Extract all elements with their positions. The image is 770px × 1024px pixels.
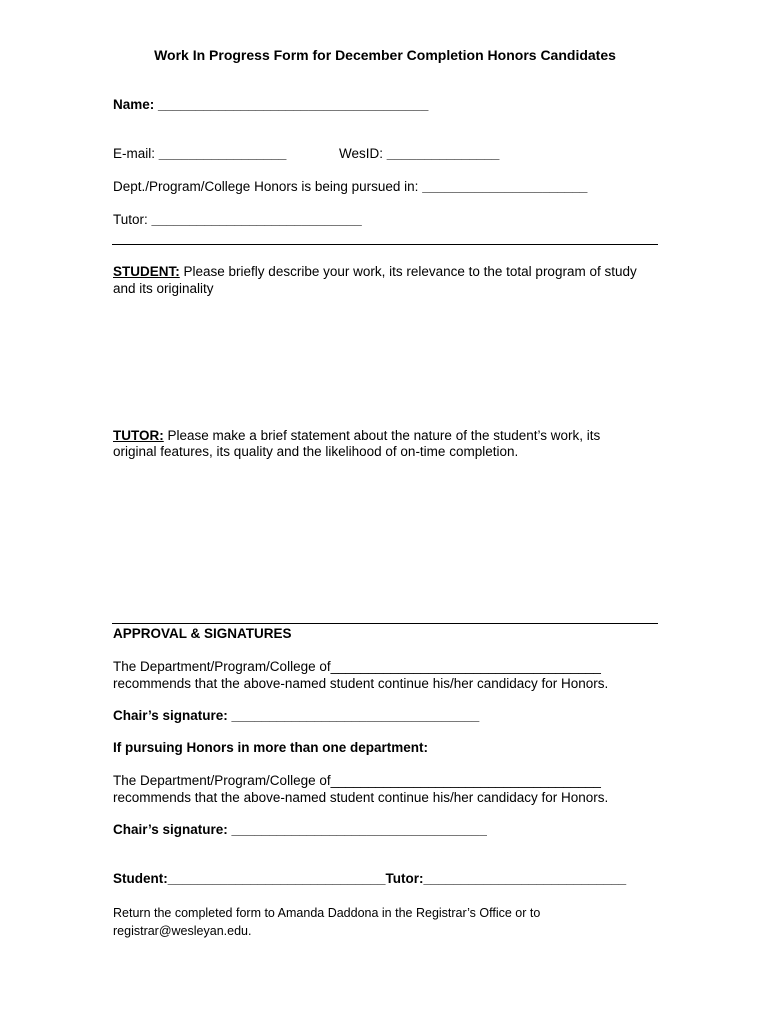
tutor-field-row: [113, 212, 362, 227]
chair1-row: [113, 708, 479, 723]
footer-email-link[interactable]: registrar@wesleyan.edu.: [113, 924, 252, 938]
student-tutor-signature-row: [113, 871, 626, 886]
tutor-prompt-text1: Please make a brief statement about the nature of the student’s work, its: [167, 428, 601, 443]
dept2-input-line[interactable]: ____________________________________: [330, 773, 601, 788]
dept1-text: The Department/Program/College of: [113, 659, 331, 674]
student-sig-label: Student:: [113, 871, 168, 886]
student-prompt-line1: [113, 264, 637, 279]
wesid-input-line[interactable]: _______________: [386, 146, 500, 161]
footer-instruction: Return the completed form to Amanda Daddona in the Registrar’s Office or to: [113, 906, 541, 920]
student-signature-line[interactable]: _____________________________: [167, 871, 386, 886]
name-field-row: [113, 97, 428, 112]
name-label: Name:: [113, 97, 155, 112]
dept2-text: The Department/Program/College of: [113, 773, 331, 788]
tutor-label: Tutor:: [113, 212, 148, 227]
student-response-area[interactable]: [112, 305, 658, 415]
tutor-signature-line[interactable]: ___________________________: [423, 871, 627, 886]
tutor-prompt-text2: original features, its quality and the likelihood of on-time completion.: [113, 444, 519, 459]
email-field-row: [113, 146, 286, 161]
chair1-signature-line[interactable]: _________________________________: [231, 708, 480, 723]
divider-approval: [112, 623, 658, 624]
tutor-response-area[interactable]: [112, 468, 658, 613]
divider-top: [112, 244, 658, 245]
approval-heading: APPROVAL & SIGNATURES: [113, 626, 292, 641]
chair1-label: Chair’s signature:: [113, 708, 228, 723]
tutor-input-line[interactable]: ____________________________: [151, 212, 362, 227]
email-label: E-mail:: [113, 146, 156, 161]
chair2-row: [113, 822, 487, 837]
tutor-section-label: TUTOR:: [113, 428, 164, 443]
tutor-prompt-line1: [113, 428, 600, 443]
name-input-line[interactable]: ____________________________________: [158, 97, 429, 112]
multi-dept-heading: If pursuing Honors in more than one department:: [113, 740, 429, 755]
email-input-line[interactable]: _________________: [158, 146, 287, 161]
student-label: STUDENT:: [113, 264, 180, 279]
recommends1-text: recommends that the above-named student continue his/her candidacy for Honors.: [113, 676, 609, 691]
dept1-input-line[interactable]: ____________________________________: [330, 659, 601, 674]
dept-label: Dept./Program/College Honors is being pursued in:: [113, 179, 419, 194]
tutor-sig-label: Tutor:: [385, 871, 424, 886]
recommends2-text: recommends that the above-named student continue his/her candidacy for Honors.: [113, 790, 609, 805]
chair2-label: Chair’s signature:: [113, 822, 228, 837]
wesid-label: WesID:: [339, 146, 384, 161]
dept-field-row: [113, 179, 587, 194]
dept2-row: [113, 773, 601, 788]
dept-input-line[interactable]: ______________________: [422, 179, 588, 194]
student-prompt-text2: and its originality: [113, 281, 214, 296]
dept1-row: [113, 659, 601, 674]
chair2-signature-line[interactable]: __________________________________: [231, 822, 487, 837]
student-prompt-text1: Please briefly describe your work, its relevance to the total program of study: [183, 264, 637, 279]
page-title: Work In Progress Form for December Completion Honors Candidates: [154, 47, 616, 63]
wesid-field-row: [339, 146, 499, 161]
